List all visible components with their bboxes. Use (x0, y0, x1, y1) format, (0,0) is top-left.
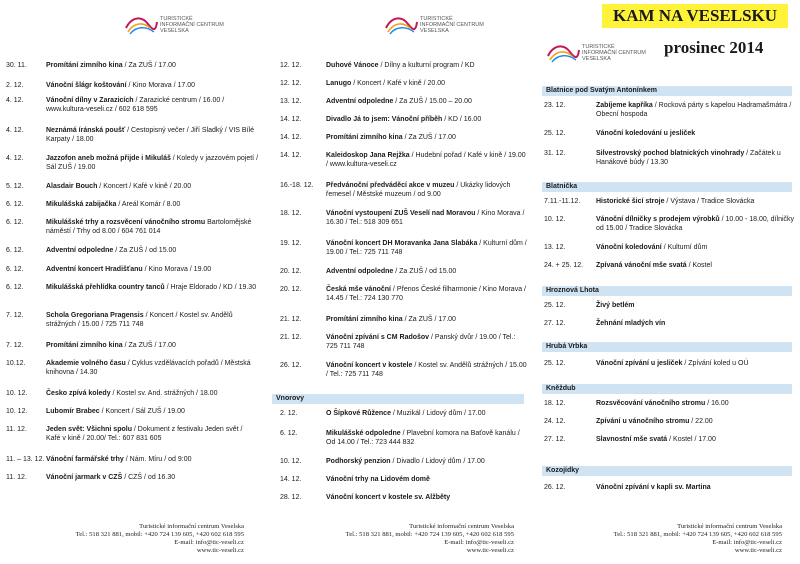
event-title: Adventní odpoledne (326, 98, 394, 105)
event-date: 6. 12. (6, 284, 24, 291)
event-text (596, 130, 800, 139)
event-text (46, 82, 262, 91)
event-details: / Plavební komora na Baťově kanálu / Od 14.00 / Tel.: 723 444 832 (326, 430, 520, 446)
event-text (596, 400, 800, 409)
swoosh-logo-icon (384, 14, 418, 36)
event-date: 27. 12. (544, 436, 566, 443)
footer-line-3: E-mail: info@tic-veseli.cz (174, 539, 244, 546)
event-text (46, 219, 262, 236)
event-row (536, 262, 800, 271)
event-text (326, 152, 532, 169)
event-details: / Kostel / 17.00 (667, 436, 716, 443)
event-date: 7. 12. (6, 342, 24, 349)
event-details: / Za ZUŠ / 17.00 (122, 62, 176, 69)
footer-line-3: E-mail: info@tic-veseli.cz (444, 539, 514, 546)
event-text (596, 302, 800, 311)
event-date: 7. 12. (6, 312, 24, 319)
event-row (0, 219, 262, 236)
event-row (266, 210, 532, 227)
event-row (536, 302, 800, 311)
event-row (0, 127, 262, 144)
event-details: / Zarazické centrum / 16.00 / www.kultura-veseli.cz / 602 618 595 (46, 97, 225, 113)
event-text (46, 284, 262, 293)
event-row (536, 418, 800, 427)
event-row (266, 80, 532, 89)
event-date: 19. 12. (280, 240, 302, 247)
event-title: Živý betlém (596, 302, 635, 309)
event-row (0, 312, 262, 329)
event-row (0, 284, 262, 293)
event-text (46, 390, 262, 399)
event-row (0, 155, 262, 172)
event-details: / Začátek u Hanákové búdy / 13.30 (596, 150, 781, 166)
event-row (0, 426, 262, 443)
event-date: 14. 12. (280, 134, 302, 141)
event-row (0, 183, 262, 192)
event-row (266, 494, 532, 503)
swoosh-logo-icon (124, 14, 158, 36)
event-text (326, 362, 532, 379)
event-details: / Kulturní dům / 19.00 / Tel.: 725 711 748 (326, 240, 527, 256)
event-details: / Cestopisný večer / Jiří Sladký / VIS Bílé Karpaty / 18.00 (46, 127, 254, 143)
event-date: 11. 12. (6, 474, 27, 481)
event-title: Promítání zimního kina (326, 316, 403, 323)
event-details: / Ukázky lidových řemesel / Městské muzeum / od 9.00 (326, 182, 511, 198)
event-text (326, 62, 532, 71)
event-title: Vánoční koledování u jesliček (596, 130, 696, 137)
event-details: / Rocková párty s kapelou Hadramašmátra / Obecní hospoda (596, 102, 792, 118)
event-row (266, 286, 532, 303)
event-row (0, 474, 262, 483)
event-text (326, 268, 532, 277)
event-row (266, 410, 532, 419)
event-details: / CZŠ / od 16.30 (122, 474, 176, 481)
event-text (596, 418, 800, 427)
event-title: Vánoční zpívání u jesliček (596, 360, 683, 367)
tic-logo (546, 42, 646, 64)
event-title: Schola Gregoriana Pragensis (46, 312, 144, 319)
event-row (266, 152, 532, 169)
footer-line-3: E-mail: info@tic-veseli.cz (712, 539, 782, 546)
event-row (266, 458, 532, 467)
logo-line-1: TURISTICKÉ (420, 16, 453, 22)
event-title: Zpívaná vánoční mše svatá (596, 262, 687, 269)
event-text (596, 436, 800, 445)
event-text (46, 456, 262, 465)
event-date: 10. 12. (6, 408, 28, 415)
event-title: Česká mše vánoční (326, 286, 391, 293)
logo-line-3: VESELSKA (582, 56, 611, 62)
event-date: 10.12. (6, 360, 26, 367)
event-date: 5. 12. (6, 183, 24, 190)
event-title: Lubomír Brabec (46, 408, 100, 415)
event-date: 18. 12. (280, 210, 302, 217)
tic-logo (384, 14, 484, 36)
event-details: / Koncert / Sál ZUŠ / 19.00 (99, 408, 185, 415)
event-details: / Kulturní dům (661, 244, 708, 251)
section-header: Blatnička (542, 182, 792, 192)
event-title: Předvánoční předváděcí akce v muzeu (326, 182, 455, 189)
footer-line-4: www.tic-veseli.cz (196, 547, 244, 554)
event-text (596, 484, 800, 493)
section-header: Blatnice pod Svatým Antonínkem (542, 86, 792, 96)
event-text (46, 247, 262, 256)
event-row (536, 216, 800, 233)
event-text (326, 410, 532, 419)
event-details: / Za ZUŠ / od 15.00 (113, 247, 177, 254)
footer-line-1: Turistické informační centrum Veselska (409, 523, 514, 530)
page-title: KAM NA VESELSKU (602, 4, 788, 28)
event-row (0, 97, 262, 114)
event-title: Jazzofon aneb možná přijde i Mikuláš (46, 155, 171, 162)
event-title: Lanugo (326, 80, 352, 87)
footer-line-2: Tel.: 518 321 881, mobil: +420 724 139 605, +420 602 618 595 (345, 531, 514, 538)
event-title: Neznámá íránská poušť (46, 127, 126, 134)
event-details: / Nám. Míru / od 9:00 (123, 456, 192, 463)
event-date: 12. 12. (280, 80, 302, 87)
event-date: 10. 12. (6, 390, 28, 397)
event-title: Vánoční šlágr koštování (46, 82, 127, 89)
event-details: / KD / 16.00 (442, 116, 482, 123)
event-row (266, 98, 532, 107)
event-title: Vánoční farmářské trhy (46, 456, 124, 463)
event-row (0, 266, 262, 275)
event-date: 25. 12. (544, 360, 566, 367)
event-date: 6. 12. (280, 430, 298, 437)
event-date: 24. + 25. 12. (544, 262, 584, 269)
footer-line-4: www.tic-veseli.cz (734, 547, 782, 554)
footer-contact (76, 523, 244, 555)
event-details: / Dokument z festivalu Jeden svět / Kafé v kině / 20.00/ Tel.: 607 831 605 (46, 426, 243, 442)
event-text (326, 430, 532, 447)
event-details: / Kostel sv. Andělů strážných / 15.00 / Tel.: 725 711 748 (326, 362, 527, 378)
event-title: Mikulášské odpoledne (326, 430, 401, 437)
logo-line-1: TURISTICKÉ (582, 44, 615, 50)
event-date: 20. 12. (280, 286, 302, 293)
event-details: / Kino Morava / 17.00 (126, 82, 196, 89)
event-date: 12. 12. (280, 62, 302, 69)
event-details: / Za ZUŠ / 17.00 (402, 316, 456, 323)
event-date: 2. 12. (280, 410, 298, 417)
event-details: / Za ZUŠ / 17.00 (402, 134, 456, 141)
event-date: 10. 12. (280, 458, 302, 465)
logo-line-2: INFORMAČNÍ CENTRUM (582, 50, 646, 56)
event-title: Promítání zimního kina (326, 134, 403, 141)
event-title: Vánoční jarmark v CZŠ (46, 474, 123, 481)
event-row (0, 247, 262, 256)
event-title: Vánoční dílničky s prodejem výrobků (596, 216, 720, 223)
event-date: 11. – 13. 12. (6, 456, 45, 463)
event-title: Promítání zimního kina (46, 62, 123, 69)
event-date: 6. 12. (6, 247, 24, 254)
logo-line-2: INFORMAČNÍ CENTRUM (160, 22, 224, 28)
event-details: / Kino Morava / 19.00 (142, 266, 212, 273)
event-title: O Šípkové Růžence (326, 410, 391, 417)
event-text (46, 408, 262, 417)
event-row (0, 342, 262, 351)
event-row (0, 408, 262, 417)
event-title: Mikulášská zabijačka (46, 201, 117, 208)
event-details: / Výstava / Tradice Slovácka (664, 198, 755, 205)
event-title: Žehnání mladých vín (596, 320, 666, 327)
event-date: 18. 12. (544, 400, 566, 407)
event-title: Podhorský penzion (326, 458, 391, 465)
event-text (326, 182, 532, 199)
event-title: Slavnostní mše svatá (596, 436, 668, 443)
event-row (536, 244, 800, 253)
event-row (536, 320, 800, 329)
event-title: Vánoční dílny v Zarazicích (46, 97, 134, 104)
event-title: Kaleidoskop Jana Rejžka (326, 152, 410, 159)
tic-logo (124, 14, 224, 36)
event-details: / Zpívání koled u OÚ (682, 360, 749, 367)
event-date: 21. 12. (280, 334, 302, 341)
event-row (536, 150, 800, 167)
event-date: 20. 12. (280, 268, 302, 275)
event-row (0, 201, 262, 210)
event-title: Zpívání u vánočního stromu (596, 418, 690, 425)
event-text (596, 262, 800, 271)
event-title: Vánoční koncert v kostele (326, 362, 413, 369)
event-title: Akademie volného času (46, 360, 126, 367)
event-details: / Areál Komár / 8.00 (116, 201, 181, 208)
event-details: / Koncert / Kafé v kině / 20.00 (97, 183, 192, 190)
event-date: 25. 12. (544, 130, 566, 137)
event-text (326, 116, 532, 125)
event-row (266, 362, 532, 379)
event-row (266, 430, 532, 447)
event-title: Vánoční vystoupení ZUŠ Veselí nad Moravou (326, 210, 476, 217)
event-date: 13. 12. (280, 98, 302, 105)
event-details: / Dílny a kulturní program / KD (378, 62, 475, 69)
event-date: 6. 12. (6, 219, 24, 226)
event-title: Adventní odpoledne (46, 247, 114, 254)
event-details: / 16.00 (705, 400, 729, 407)
event-row (266, 476, 532, 485)
event-text (46, 97, 262, 114)
event-text (46, 474, 262, 483)
event-row (536, 360, 800, 369)
event-text (46, 183, 262, 192)
event-row (536, 436, 800, 445)
event-text (46, 127, 262, 144)
event-date: 14. 12. (280, 152, 302, 159)
event-details: / Hudební pořad / Kafé v kině / 19.00 / www.kultura-veseli.cz (326, 152, 526, 168)
event-text (46, 426, 262, 443)
event-date: 14. 12. (280, 116, 302, 123)
event-date: 7.11.-11.12. (544, 198, 581, 205)
event-row (266, 240, 532, 257)
event-text (596, 216, 800, 233)
event-date: 26. 12. (280, 362, 302, 369)
event-text (46, 266, 262, 275)
event-title: Adventní koncert Hradišťanu (46, 266, 143, 273)
event-text (326, 494, 532, 503)
logo-line-3: VESELSKA (420, 28, 449, 34)
event-title: Vánoční koncert DH Moravanka Jana Slabáka (326, 240, 478, 247)
event-row (536, 400, 800, 409)
event-date: 21. 12. (280, 316, 302, 323)
event-details: / Za ZUŠ / 15.00 – 20.00 (393, 98, 472, 105)
event-date: 23. 12. (544, 102, 566, 109)
footer-contact (346, 523, 514, 555)
footer-line-1: Turistické informační centrum Veselska (677, 523, 782, 530)
event-details: / Za ZUŠ / 17.00 (122, 342, 176, 349)
event-row (0, 82, 262, 91)
event-details: / Hraje Eldorado / KD / 19.30 (164, 284, 257, 291)
event-title: Divadlo Já to jsem: Vánoční příběh (326, 116, 443, 123)
event-details: Bartolomějské náměstí / Trhy od 8.00 / 604 761 014 (46, 219, 252, 235)
event-title: Vánoční trhy na Lidovém domě (326, 476, 430, 483)
footer-contact (614, 523, 782, 555)
event-text (46, 312, 262, 329)
event-date: 24. 12. (544, 418, 566, 425)
event-date: 4. 12. (6, 97, 24, 104)
event-text (596, 198, 800, 207)
event-text (326, 240, 532, 257)
event-title: Historické šicí stroje (596, 198, 665, 205)
section-header: Kněždub (542, 384, 792, 394)
event-row (266, 268, 532, 277)
event-text (326, 80, 532, 89)
logo-line-2: INFORMAČNÍ CENTRUM (420, 22, 484, 28)
event-title: Rozsvěcování vánočního stromu (596, 400, 706, 407)
event-row (266, 134, 532, 143)
event-details: / Koncert / Kostel sv. Andělů strážných / 15.00 / 725 711 748 (46, 312, 233, 328)
event-date: 10. 12. (544, 216, 566, 223)
event-details: / Koncert / Kafé v kině / 20.00 (351, 80, 446, 87)
footer-line-4: www.tic-veseli.cz (466, 547, 514, 554)
event-title: Silvestrovský pochod blatnických vinohrady (596, 150, 745, 157)
month-heading: prosinec 2014 (664, 38, 764, 57)
event-details: / Muzikál / Lidový dům / 17.00 (390, 410, 486, 417)
column-middle (266, 0, 532, 564)
event-text (326, 134, 532, 143)
event-row (266, 182, 532, 199)
column-left (0, 0, 262, 564)
event-date: 6. 12. (6, 266, 24, 273)
event-date: 16.-18. 12. (280, 182, 314, 189)
event-row (266, 116, 532, 125)
event-row (0, 360, 262, 377)
event-date: 13. 12. (544, 244, 566, 251)
event-title: Mikulášské trhy a rozsvěcení vánočního stromu (46, 219, 206, 226)
swoosh-logo-icon (546, 42, 580, 64)
event-details: / Kostel sv. And. strážných / 18.00 (110, 390, 218, 397)
event-text (596, 360, 800, 369)
event-title: Zabíjeme kapříka (596, 102, 653, 109)
event-details: / Kostel (686, 262, 712, 269)
footer-line-1: Turistické informační centrum Veselska (139, 523, 244, 530)
event-title: Adventní odpoledne (326, 268, 394, 275)
section-header: Kozojídky (542, 466, 792, 476)
event-text (596, 150, 800, 167)
section-header: Vnorovy (272, 394, 524, 404)
event-text (46, 342, 262, 351)
event-title: Vánoční koledování (596, 244, 662, 251)
event-row (0, 390, 262, 399)
event-details: / Divadlo / Lidový dům / 17.00 (390, 458, 485, 465)
event-row (536, 484, 800, 493)
event-date: 11. 12. (6, 426, 27, 433)
event-details: / Koledy v jazzovém pojetí / Sál ZUŠ / 19.00 (46, 155, 259, 171)
event-details: / 22.00 (689, 418, 713, 425)
event-text (46, 360, 262, 377)
event-text (596, 320, 800, 329)
footer-line-2: Tel.: 518 321 881, mobil: +420 724 139 605, +420 602 618 595 (613, 531, 782, 538)
event-text (326, 458, 532, 467)
event-date: 26. 12. (544, 484, 566, 491)
event-row (266, 62, 532, 71)
event-row (536, 130, 800, 139)
event-date: 27. 12. (544, 320, 566, 327)
logo-line-3: VESELSKA (160, 28, 189, 34)
section-header: Hrubá Vrbka (542, 342, 792, 352)
logo-line-1: TURISTICKÉ (160, 16, 193, 22)
event-text (596, 244, 800, 253)
event-date: 31. 12. (544, 150, 566, 157)
event-date: 4. 12. (6, 127, 24, 134)
event-text (326, 98, 532, 107)
section-header: Hroznová Lhota (542, 286, 792, 296)
event-row (0, 62, 262, 71)
event-row (266, 334, 532, 351)
event-row (0, 456, 262, 465)
event-date: 6. 12. (6, 201, 24, 208)
event-title: Česko zpívá koledy (46, 390, 111, 397)
event-date: 28. 12. (280, 494, 302, 501)
event-row (266, 316, 532, 325)
event-title: Duhové Vánoce (326, 62, 379, 69)
event-title: Jeden svět: Všichni spolu (46, 426, 132, 433)
event-text (46, 62, 262, 71)
event-title: Vánoční zpívání s CM Radošov (326, 334, 430, 341)
event-text (326, 476, 532, 485)
event-details: / Přenos České filharmonie / Kino Morava / 14.45 / Tel.: 724 130 770 (326, 286, 526, 302)
event-date: 2. 12. (6, 82, 24, 89)
event-date: 30. 11. (6, 62, 27, 69)
column-right (536, 0, 800, 564)
event-text (326, 316, 532, 325)
event-row (536, 102, 800, 119)
event-text (326, 210, 532, 227)
event-title: Vánoční zpívání v kapli sv. Martina (596, 484, 711, 491)
event-details: / Panský dvůr / 19.00 / Tel.: 725 711 748 (326, 334, 516, 350)
event-date: 25. 12. (544, 302, 566, 309)
event-text (326, 334, 532, 351)
event-text (46, 201, 262, 210)
event-title: Vánoční koncert v kostele sv. Alžběty (326, 494, 451, 501)
event-details: / Cyklus vzdělávacích pořadů / Městská knihovna / 14.30 (46, 360, 251, 376)
event-date: 14. 12. (280, 476, 302, 483)
event-row (536, 198, 800, 207)
event-text (46, 155, 262, 172)
event-text (596, 102, 800, 119)
event-details: / Kino Morava / 16.30 / Tel.: 518 309 651 (326, 210, 525, 226)
event-text (326, 286, 532, 303)
footer-line-2: Tel.: 518 321 881, mobil: +420 724 139 605, +420 602 618 595 (75, 531, 244, 538)
event-details: / Za ZUŠ / od 15.00 (393, 268, 457, 275)
event-details: / 10.00 - 18.00, dílničky od 15.00 / Tradice Slovácka (596, 216, 795, 232)
event-title: Promítání zimního kina (46, 342, 123, 349)
event-title: Alasdair Bouch (46, 183, 98, 190)
event-date: 4. 12. (6, 155, 24, 162)
event-title: Mikulášská přehlídka country tanců (46, 284, 165, 291)
